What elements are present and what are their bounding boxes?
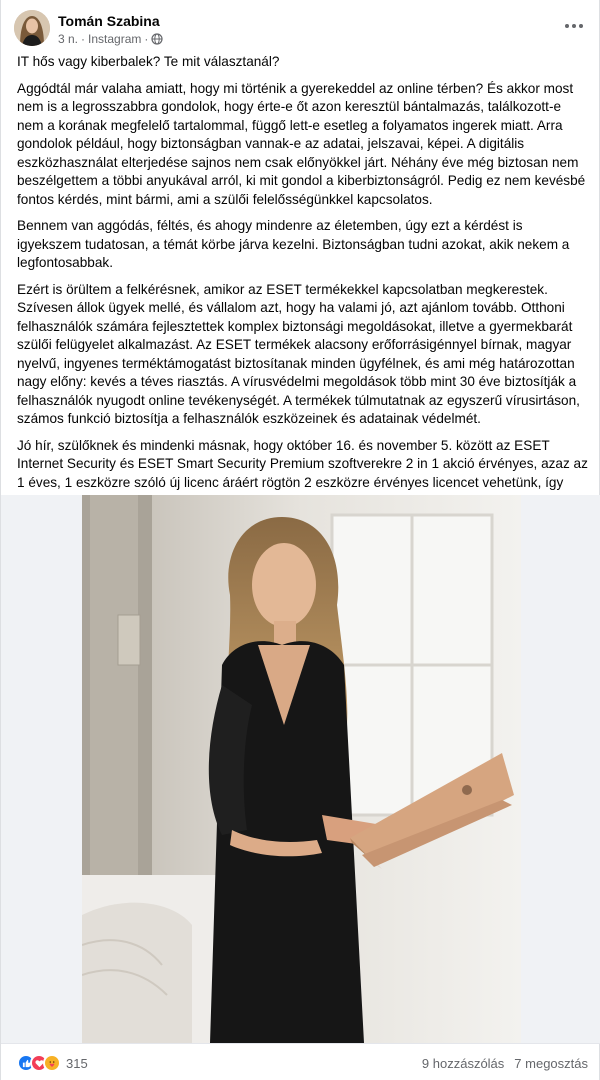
- post-photo[interactable]: [82, 495, 521, 1043]
- post-time[interactable]: 3 n.: [58, 32, 79, 46]
- meta-separator: ·: [144, 32, 149, 46]
- reaction-summary[interactable]: [17, 1054, 88, 1072]
- author-avatar[interactable]: [14, 10, 50, 46]
- post-header: [14, 10, 590, 50]
- reaction-count: 315: [66, 1055, 88, 1071]
- author-name[interactable]: Tomán Szabina: [58, 13, 160, 29]
- post-footer: [1, 1043, 600, 1080]
- post-source: Instagram: [88, 32, 142, 46]
- shares-count[interactable]: 7 megosztás: [514, 1056, 588, 1071]
- post-paragraph: IT hős vagy kiberbalek? Te mit választanál?: [17, 54, 280, 69]
- post-text: [17, 53, 589, 537]
- dot: [565, 24, 569, 28]
- globe-icon[interactable]: [151, 33, 163, 45]
- post-paragraph: Bennem van aggódás, féltés, és ahogy mindenre az életemben, úgy ezt a kérdést is igyekszem tudatosan, a témát körbe járva kezelni. Biztonságban tudni azokat, akik nekem a legfontosabbak.: [17, 218, 570, 270]
- dot: [572, 24, 576, 28]
- more-options-icon[interactable]: [560, 16, 588, 36]
- post-meta: [58, 32, 163, 46]
- post-paragraph: Aggódtál már valaha amiatt, hogy mi történik a gyerekeddel az online térben? És akkor most nem is a legrosszabbra gondolok, hogy érte-e őt azon keresztül bántalmazás, találkozott-e nem a korának megfelelő tartalommal, függő lett-e esetleg a folyamatos ingerek miatt. Arra gondolok például, hogy biztonságban vannak-e az adatai, jelszavai, képei. A digitális eszközhasználat elterjedése sajnos nem csak előnyökkel járt. Néhány éve még biztosan nem beszélgettem a többi anyukával arról, ki mit gondol a kiberbiztonságról. Pedig ez nem kevésbé fontos kérdés, mint bármi, ami a szülői felelősségünkkel kapcsolatos.: [17, 80, 586, 207]
- post-paragraph: Jó hír, szülőknek és mindenki másnak, hogy október 16. és november 5. között az ESET Internet Security és ESET Smart Security Premium szoftverekre 2 in 1 akció érvényes, azaz az 1 éves, 1 eszközre szóló új licenc áráért rögtön 2 eszközre érvényes licencet vehetünk, így: [17, 437, 588, 490]
- post-paragraph: Ezért is örültem a felkérésnek, amikor az ESET termékekkel kapcsolatban megkerestek. Szívesen állok ügyek mellé, és vállalom azt, hogy ha valami jó, azt ajánlom tovább. Otthoni felhasználók számára fejlesztettek komplex biztonsági megoldásokat, illetve a gyermekbarát szülői felügyelet alkalmazást. Az ESET termékek alacsony erőforrásigénnyel bírnak, magyar nyelvű, ingyenes terméktámogatást biztosítanak minden ügyfélnek, és ami még határozottan nagy előny: kevés a téves riasztás. A vírusvédelmi megoldások több mint 30 éve biztosítják a felhasználók nyugodt online tevékenységét. A termékek túlmutatnak az egyszerű vírusirtáson, számos funkció biztosítja a felhasználók eszközeinek és adatainak védelmét.: [17, 281, 580, 426]
- dot: [579, 24, 583, 28]
- care-reaction-icon: [43, 1054, 61, 1072]
- comments-count[interactable]: 9 hozzászólás: [421, 1056, 505, 1071]
- post-media: [1, 495, 600, 1043]
- engagement-stats: [422, 1056, 588, 1071]
- meta-separator: ·: [81, 32, 86, 46]
